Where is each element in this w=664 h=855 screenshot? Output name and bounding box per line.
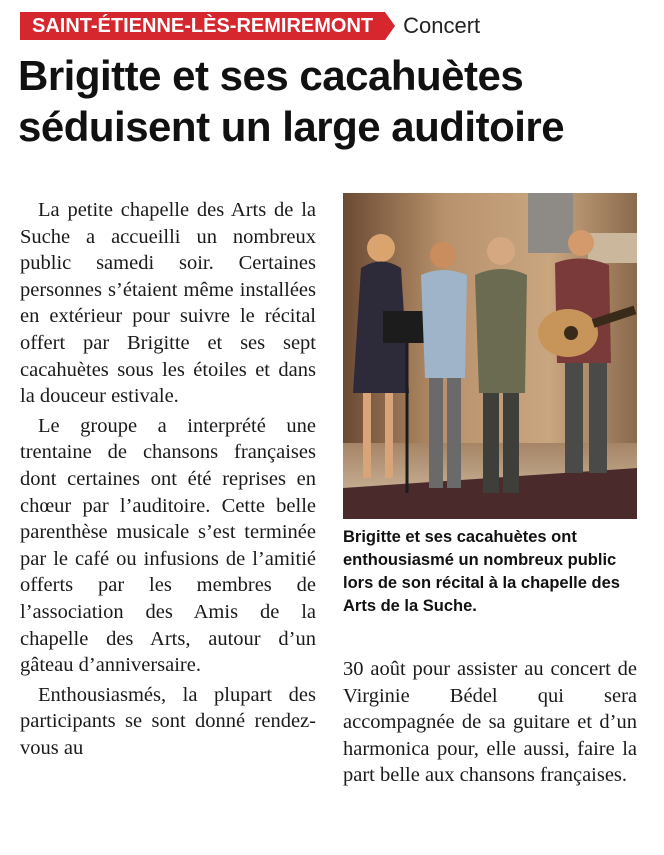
kicker (20, 12, 480, 40)
article-body-right (343, 656, 637, 789)
location-label: SAINT-ÉTIENNE-LÈS-REMIREMONT (20, 12, 385, 40)
concert-photo (343, 193, 637, 519)
photo-caption: Brigitte et ses cacahuètes ont enthousiasmé un nombreux public lors de son récital à la chapelle des Arts de la Suche. (343, 528, 620, 615)
paragraph-continuation: 30 août pour assister au concert de Virginie Bédel qui sera accompagnée de sa guitare et d’un harmonica pour, elle aussi, faire la part belle aux chansons françaises. (343, 658, 637, 787)
location-arrow (385, 12, 395, 40)
paragraph: Le groupe a interprété une trentaine de chansons françaises dont certaines ont été reprises en chœur par l’auditoire. Cette belle parenthèse musicale s’est terminée par le café ou infusions de l’amitié offerts par les membres de l’association des Amis de la chapelle des Arts, autour d’un gâteau d’anniversaire. (20, 414, 316, 677)
rubric-label: Concert (403, 13, 481, 38)
paragraph: La petite chapelle des Arts de la Suche a accueilli un nombreux public samedi soir. Certaines personnes s’étaient même installées en extérieur pour suivre le récital offert par Brigitte et ses sept cacahuètes sous les étoiles et dans la douceur estivale. (20, 199, 316, 408)
paragraph: Enthousiasmés, la plupart des participants se sont donné rendez-vous au (20, 683, 316, 759)
headline: Brigitte et ses cacahuètes séduisent un large auditoire (18, 52, 565, 150)
article-body-left (20, 197, 316, 764)
